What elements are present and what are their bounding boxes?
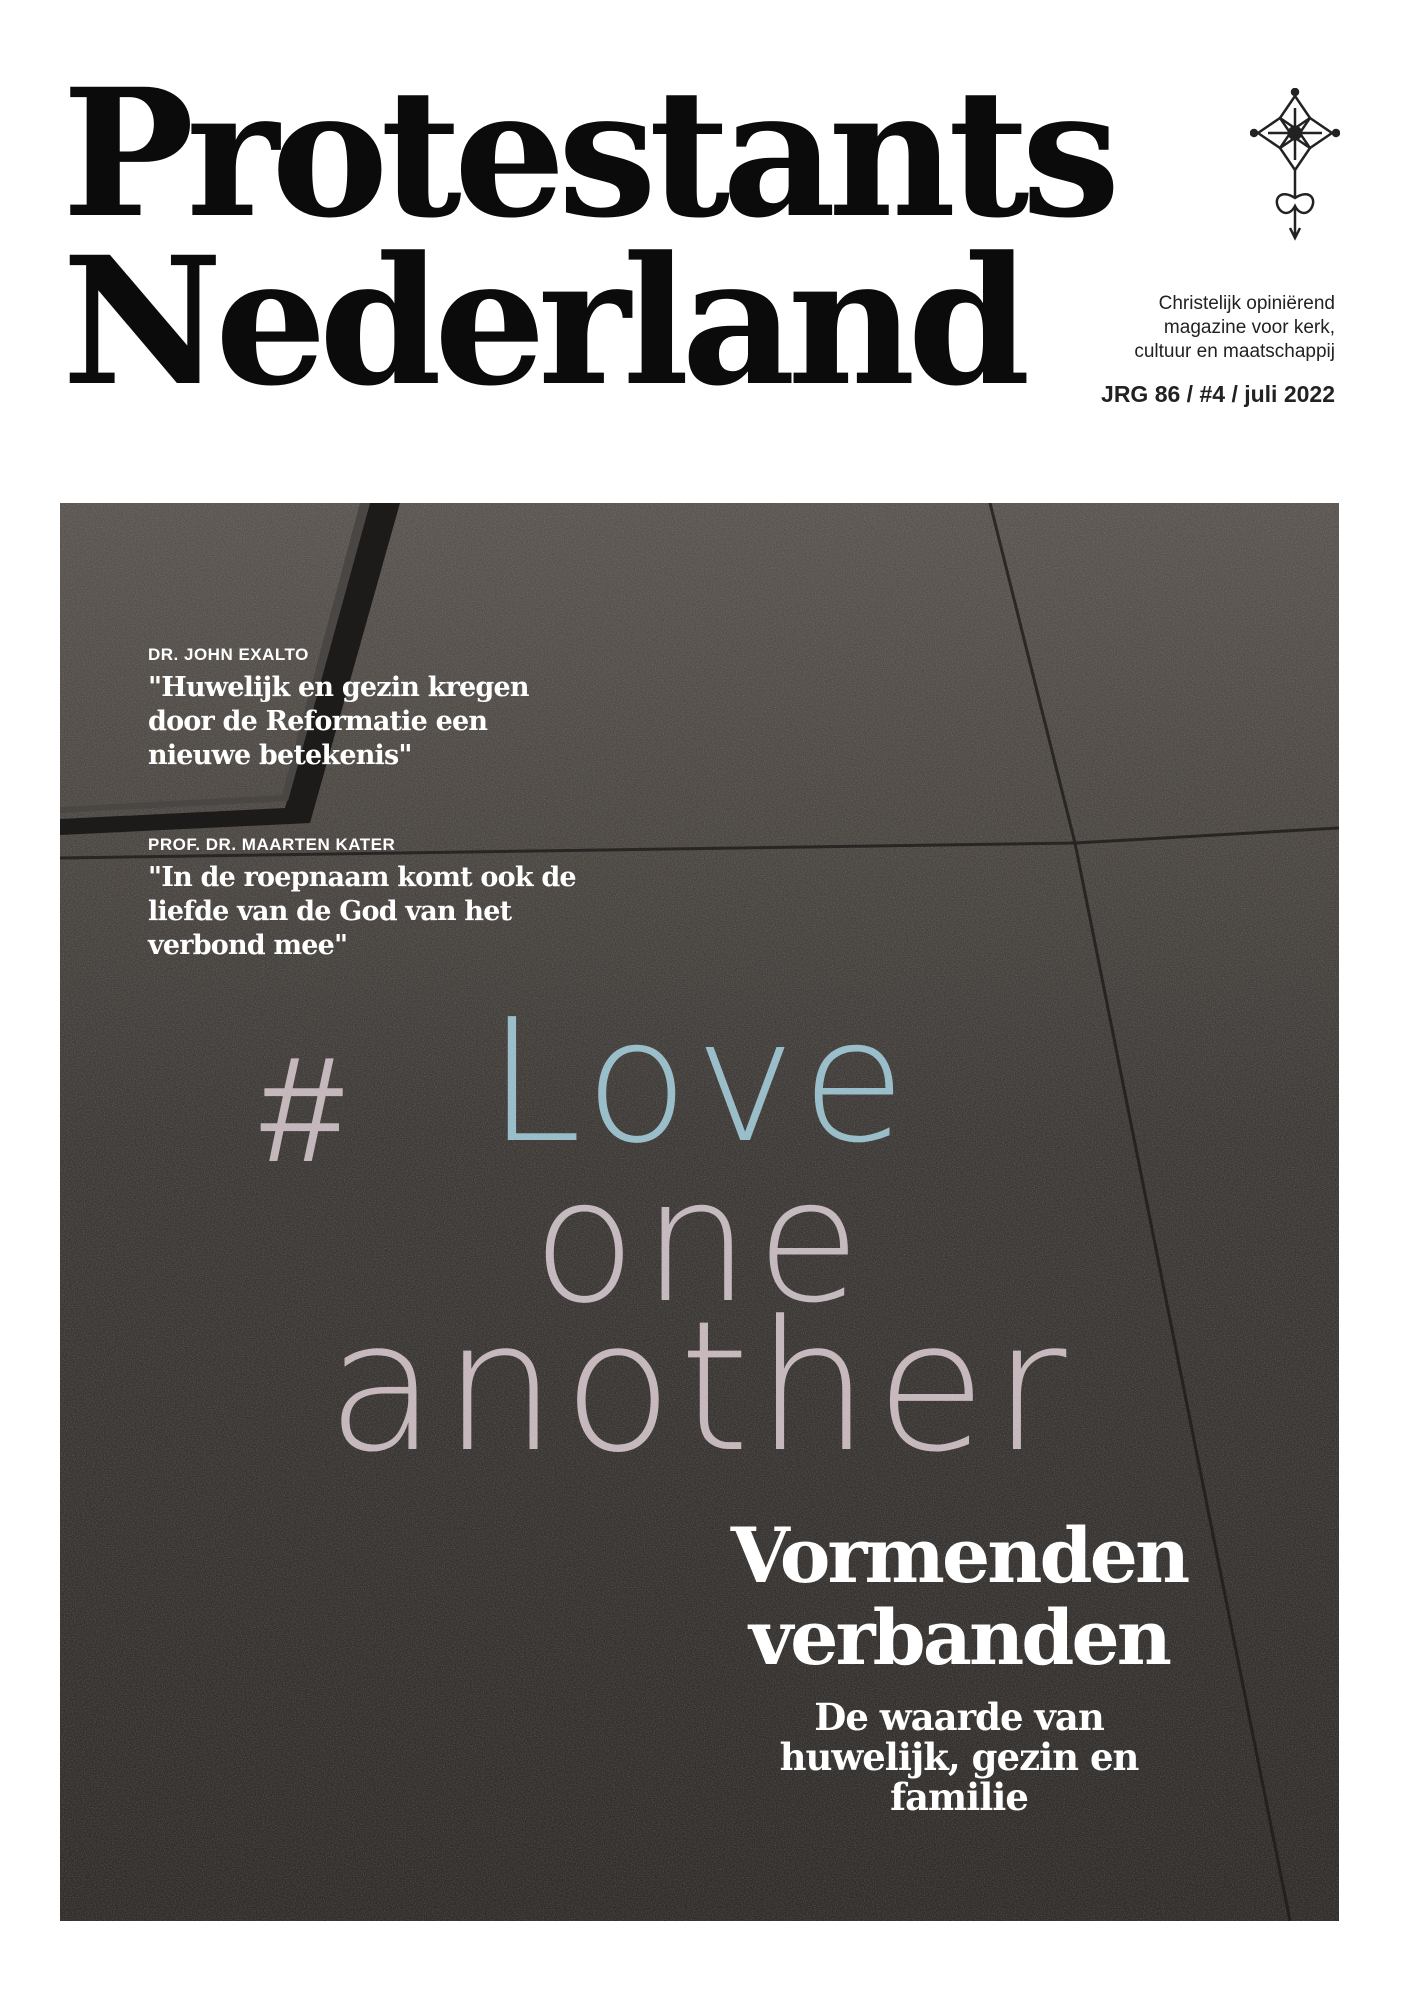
chalk-hash: #	[260, 1025, 344, 1193]
teaser-author: DR. JOHN EXALTO	[148, 645, 309, 664]
chalk-one: one	[532, 1143, 867, 1341]
teaser-1[interactable]	[148, 645, 578, 773]
teaser-author: PROF. DR. MAARTEN KATER	[148, 835, 396, 854]
issue-info: JRG 86 / #4 / juli 2022	[1101, 381, 1335, 407]
headline-subtitle-line-3: familie	[890, 1775, 1028, 1819]
tagline	[1134, 292, 1335, 364]
masthead-line-2: Nederland	[62, 218, 1023, 425]
cover-photo	[60, 503, 1339, 1921]
headline-subtitle-line-2: huwelijk, gezin en	[779, 1735, 1139, 1779]
masthead-title	[62, 50, 1113, 425]
chalk-another: another	[326, 1283, 1073, 1492]
headline-title-line-2: verbanden	[749, 1593, 1169, 1682]
headline-subtitle	[679, 1697, 1239, 1817]
huguenot-cross-icon	[1250, 88, 1340, 248]
cover-headline[interactable]	[679, 1511, 1239, 1819]
tagline-line-2: magazine voor kerk,	[1163, 317, 1335, 338]
teaser-2[interactable]	[148, 835, 578, 963]
teaser-quote: "Huwelijk en gezin kregen door de Reformatie een nieuwe betekenis"	[148, 672, 529, 771]
tagline-line-1: Christelijk opiniërend	[1158, 293, 1335, 314]
teaser-quote: "In de roepnaam komt ook de liefde van de God van het verbond mee"	[148, 862, 576, 961]
headline-title	[679, 1511, 1239, 1682]
chalk-love: Love	[487, 983, 912, 1181]
headline-subtitle-line-1: De waarde van	[814, 1695, 1104, 1739]
masthead-line-1: Protestants	[62, 50, 1113, 257]
headline-title-line-1: Vormenden	[730, 1511, 1188, 1600]
tagline-line-3: cultuur en maatschappij	[1134, 341, 1335, 362]
